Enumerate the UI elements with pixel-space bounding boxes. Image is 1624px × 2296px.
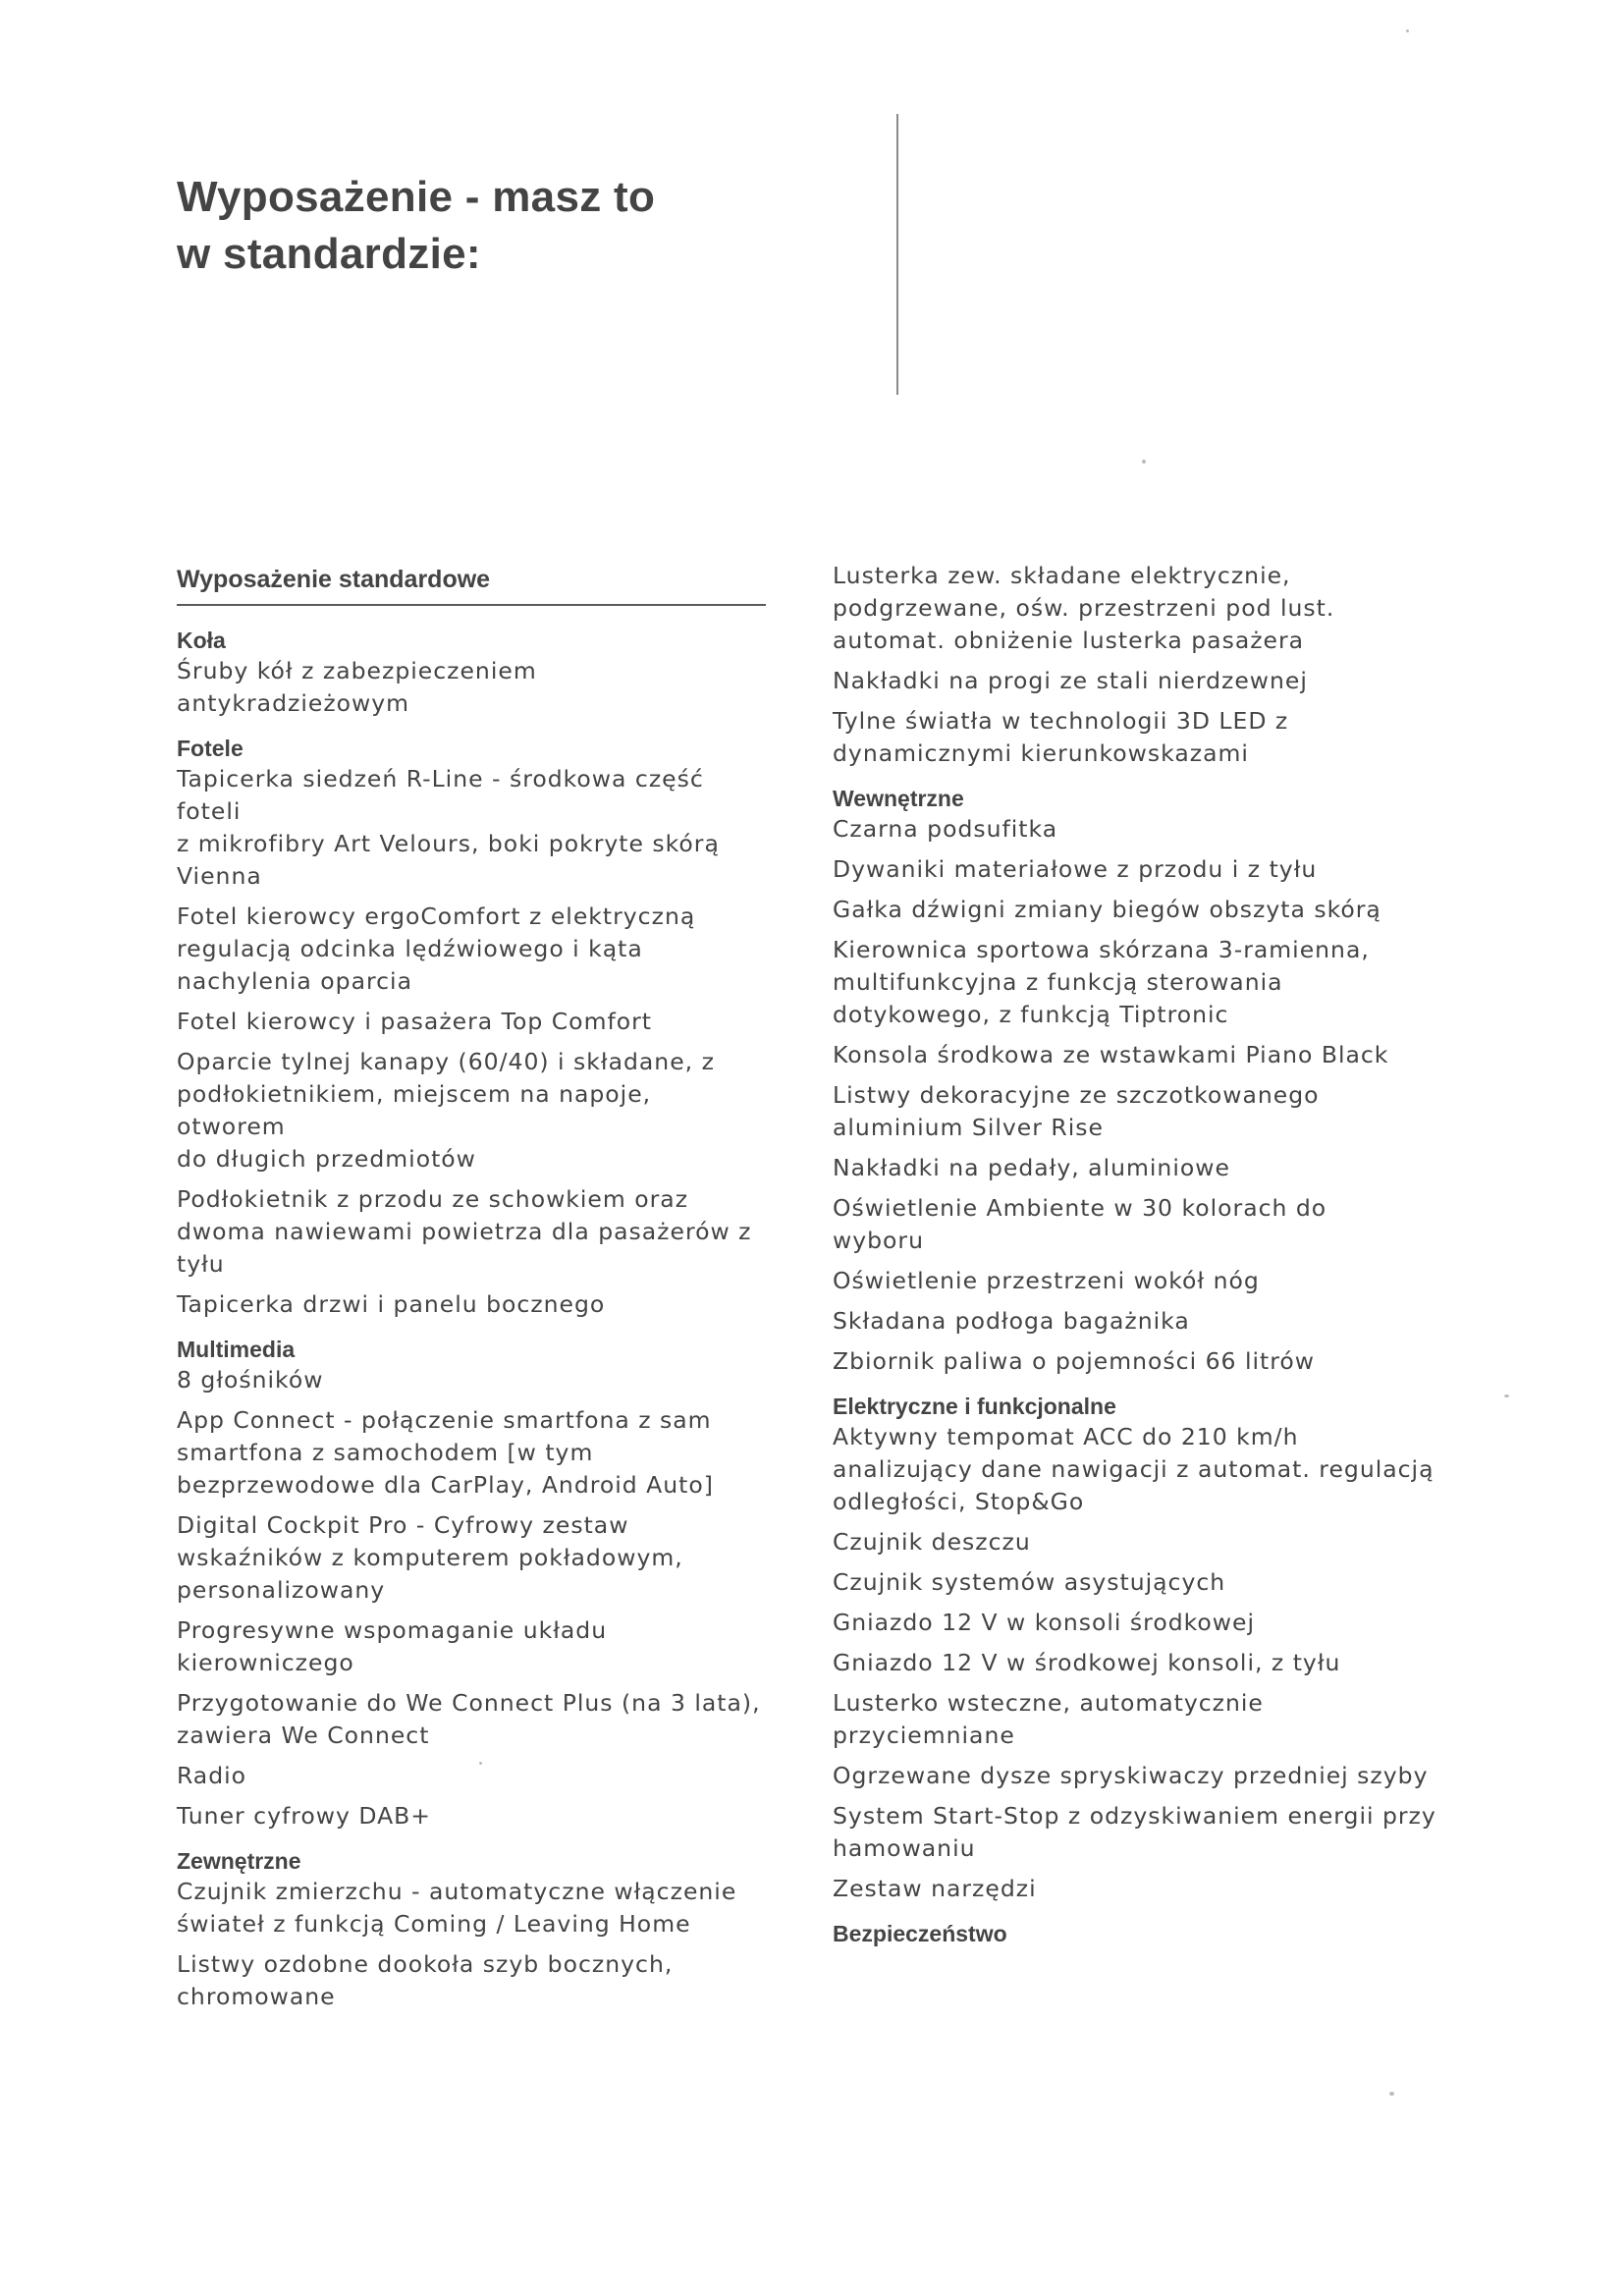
page-title: Wyposażenie - masz to w standardzie: — [177, 173, 656, 278]
right-column — [833, 560, 1471, 1956]
section-title: Koła — [177, 628, 226, 653]
standard-equipment-heading: Wyposażenie standardowe — [177, 566, 766, 606]
section-title: Fotele — [177, 736, 244, 761]
equipment-item: Fotel kierowcy ergoComfort z elektryczną regulacją odcinka lędźwiowego i kąta nachylenia oparcia — [177, 902, 696, 995]
left-column — [177, 560, 766, 2021]
equipment-item: Tuner cyfrowy DAB+ — [177, 1802, 431, 1830]
equipment-section — [177, 1335, 766, 1832]
scan-speck — [479, 1762, 482, 1765]
equipment-item: Śruby kół z zabezpieczeniem antykradzieżowym — [177, 657, 537, 717]
scan-speck — [1142, 460, 1146, 464]
equipment-section — [177, 734, 766, 1321]
equipment-item: Aktywny tempomat ACC do 210 km/h analizujący dane nawigacji z automat. regulacją odległości, Stop&Go — [833, 1423, 1435, 1515]
equipment-item: Gałka dźwigni zmiany biegów obszyta skórą — [833, 896, 1381, 923]
equipment-item: Listwy ozdobne dookoła szyb bocznych, chromowane — [177, 1950, 674, 2010]
equipment-item: Fotel kierowcy i pasażera Top Comfort — [177, 1008, 652, 1035]
equipment-item: Czujnik systemów asystujących — [833, 1568, 1226, 1596]
equipment-item: System Start-Stop z odzyskiwaniem energii przy hamowaniu — [833, 1802, 1436, 1862]
section-title: Bezpieczeństwo — [833, 1921, 1007, 1946]
scan-speck — [1504, 1394, 1509, 1397]
equipment-item: Czujnik deszczu — [833, 1528, 1031, 1556]
equipment-item: Lusterka zew. składane elektrycznie, podgrzewane, ośw. przestrzeni pod lust. automat. obniżenie lusterka pasażera — [833, 562, 1335, 654]
right-sections — [833, 784, 1471, 1948]
equipment-item: Zbiornik paliwa o pojemności 66 litrów — [833, 1347, 1315, 1375]
left-sections — [177, 626, 766, 2013]
right-continued-items — [833, 560, 1471, 770]
equipment-section — [177, 1846, 766, 2013]
equipment-item: Tapicerka drzwi i panelu bocznego — [177, 1290, 606, 1318]
equipment-item: App Connect - połączenie smartfona z sam smartfona z samochodem [w tym bezprzewodowe dla CarPlay, Android Auto] — [177, 1406, 714, 1499]
equipment-item: Oświetlenie przestrzeni wokół nóg — [833, 1267, 1260, 1294]
equipment-item: 8 głośników — [177, 1366, 324, 1394]
equipment-item: Tylne światła w technologii 3D LED z dynamicznymi kierunkowskazami — [833, 707, 1289, 767]
equipment-item: Tapicerka siedzeń R-Line - środkowa część foteli z mikrofibry Art Velours, boki pokryte skórą Vienna — [177, 765, 720, 890]
equipment-item: Zestaw narzędzi — [833, 1875, 1037, 1902]
equipment-section — [177, 626, 766, 720]
equipment-item: Składana podłoga bagażnika — [833, 1307, 1190, 1335]
equipment-item: Przygotowanie do We Connect Plus (na 3 lata), zawiera We Connect — [177, 1689, 761, 1749]
equipment-item: Gniazdo 12 V w środkowej konsoli, z tyłu — [833, 1649, 1341, 1676]
equipment-item: Ogrzewane dysze spryskiwaczy przedniej szyby — [833, 1762, 1429, 1789]
equipment-item: Dywaniki materiałowe z przodu i z tyłu — [833, 855, 1318, 883]
equipment-item: Nakładki na pedały, aluminiowe — [833, 1154, 1230, 1181]
equipment-item: Gniazdo 12 V w konsoli środkowej — [833, 1609, 1255, 1636]
equipment-item: Digital Cockpit Pro - Cyfrowy zestaw wskaźników z komputerem pokładowym, personalizowany — [177, 1511, 683, 1604]
equipment-item: Nakładki na progi ze stali nierdzewnej — [833, 667, 1308, 694]
vertical-divider — [896, 114, 898, 395]
scan-speck — [1406, 29, 1409, 32]
equipment-item: Podłokietnik z przodu ze schowkiem oraz dwoma nawiewami powietrza dla pasażerów z tyłu — [177, 1185, 752, 1278]
equipment-section — [833, 784, 1471, 1378]
section-title: Wewnętrzne — [833, 786, 964, 811]
equipment-item: Czarna podsufitka — [833, 815, 1058, 843]
equipment-section — [833, 1392, 1471, 1905]
section-title: Zewnętrzne — [177, 1848, 301, 1874]
equipment-item: Oświetlenie Ambiente w 30 kolorach do wyboru — [833, 1194, 1327, 1254]
equipment-item: Konsola środkowa ze wstawkami Piano Black — [833, 1041, 1389, 1068]
equipment-item: Listwy dekoracyjne ze szczotkowanego aluminium Silver Rise — [833, 1081, 1320, 1141]
scan-speck — [1389, 2092, 1394, 2096]
section-title: Elektryczne i funkcjonalne — [833, 1394, 1116, 1419]
equipment-item: Kierownica sportowa skórzana 3-ramienna, multifunkcyjna z funkcją sterowania dotykowego, z funkcją Tiptronic — [833, 936, 1370, 1028]
equipment-item: Oparcie tylnej kanapy (60/40) i składane, z podłokietnikiem, miejscem na napoje, otworem do długich przedmiotów — [177, 1048, 715, 1173]
equipment-item: Lusterko wsteczne, automatycznie przyciemniane — [833, 1689, 1264, 1749]
equipment-section — [833, 1919, 1471, 1948]
equipment-item: Radio — [177, 1762, 247, 1789]
equipment-item: Czujnik zmierzchu - automatyczne włączenie świateł z funkcją Coming / Leaving Home — [177, 1878, 737, 1938]
section-title: Multimedia — [177, 1337, 296, 1362]
equipment-item: Progresywne wspomaganie układu kierowniczego — [177, 1616, 608, 1676]
